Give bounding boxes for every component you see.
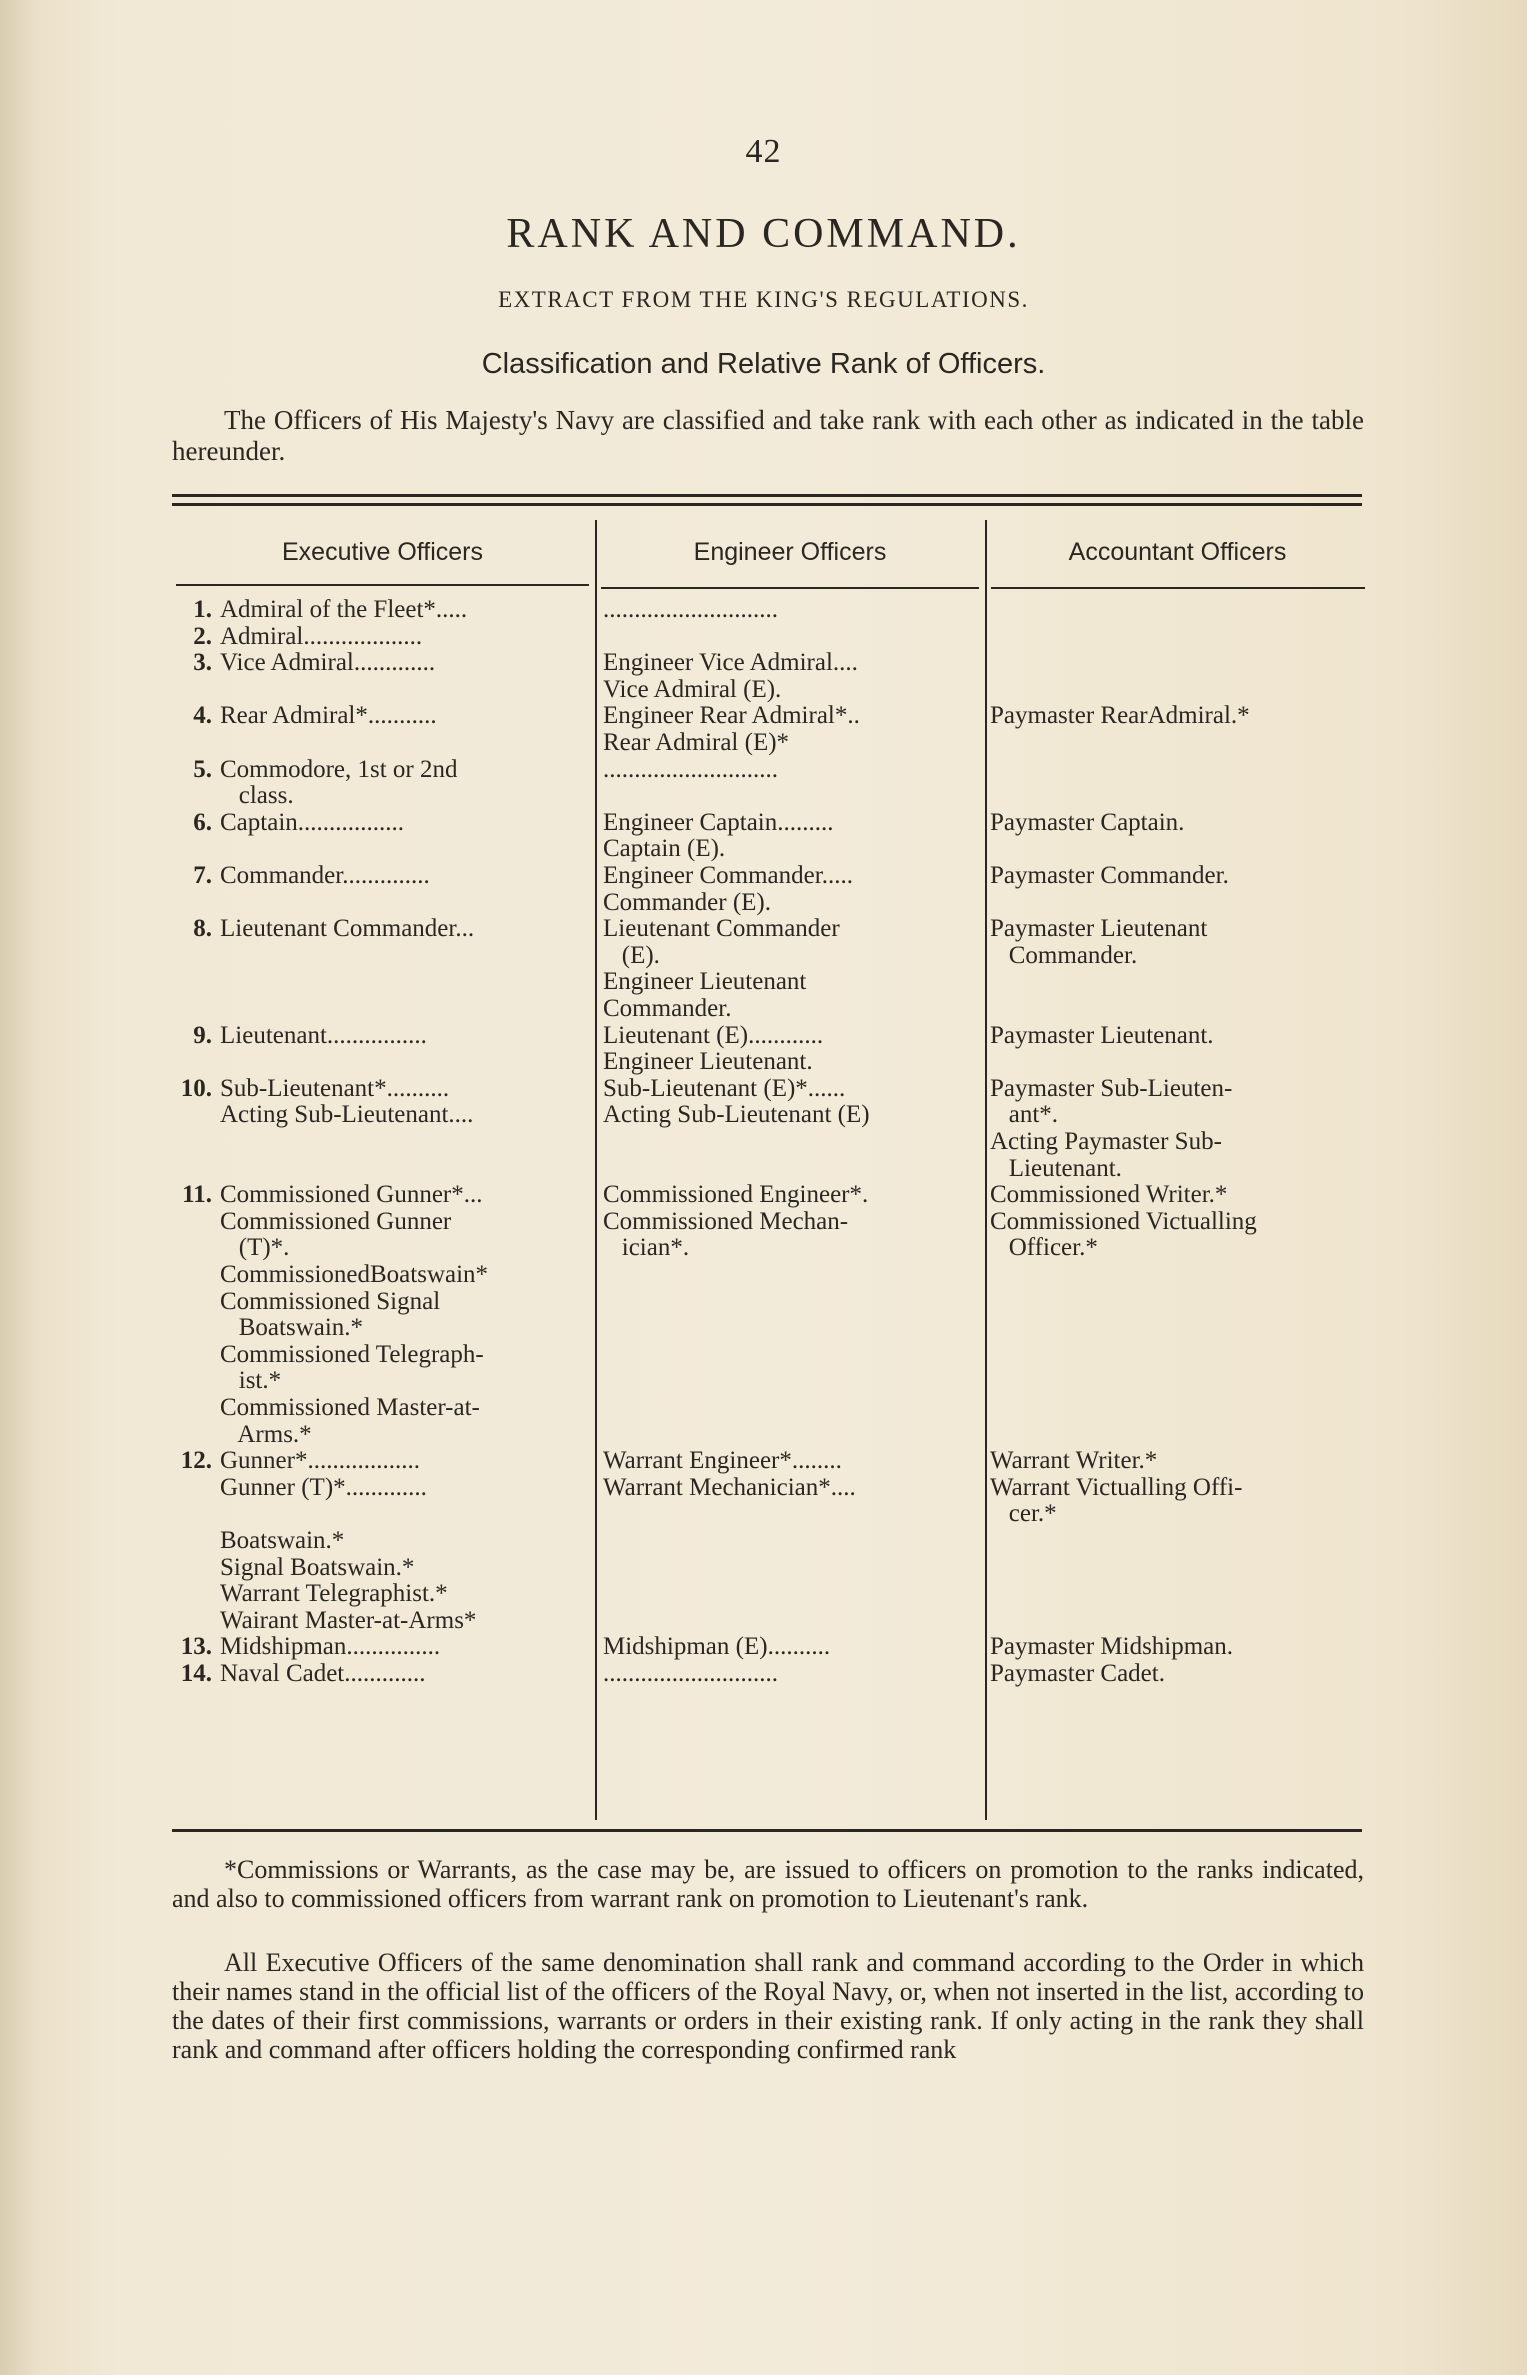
engineer-officer-cell: Lieutenant (E)............ — [603, 1022, 824, 1049]
executive-officer-cell: Captain................. — [220, 809, 405, 836]
column-header-accountant: Accountant Officers — [1068, 538, 1287, 566]
executive-officer-cell: ist.* — [220, 1367, 282, 1394]
executive-officer-cell: Gunner (T)*............. — [220, 1474, 427, 1501]
page-title: RANK AND COMMAND. — [506, 211, 1021, 257]
accountant-officer-cell: Paymaster Midshipman. — [990, 1633, 1234, 1660]
engineer-officer-cell: Captain (E). — [603, 835, 726, 862]
engineer-officer-cell: Commissioned Mechan- — [603, 1208, 849, 1235]
column-header-executive: Executive Officers — [281, 538, 483, 566]
engineer-officer-cell: Warrant Mechanician*.... — [603, 1474, 856, 1501]
executive-officer-cell: Acting Sub-Lieutenant.... — [220, 1101, 474, 1128]
header-rule-eng — [601, 587, 979, 589]
executive-officer-cell: Wairant Master-at-Arms* — [220, 1607, 477, 1634]
engineer-officer-cell: ............................ — [603, 756, 778, 783]
accountant-officer-cell: Officer.* — [990, 1234, 1098, 1261]
rank-number: 6. — [193, 809, 212, 836]
engineer-officer-cell: Engineer Captain......... — [603, 809, 834, 836]
executive-officer-cell: Commissioned Master-at- — [220, 1394, 480, 1421]
rank-number: 11. — [182, 1181, 212, 1208]
engineer-officer-cell: Engineer Lieutenant. — [603, 1048, 813, 1075]
rank-number: 1. — [193, 596, 212, 623]
accountant-officer-cell: ant*. — [990, 1101, 1059, 1128]
executive-officer-cell: class. — [220, 782, 294, 809]
rank-number: 7. — [193, 862, 212, 889]
executive-officer-cell: Commissioned Gunner*... — [220, 1181, 483, 1208]
accountant-officer-cell: Paymaster Cadet. — [990, 1660, 1165, 1687]
executive-officer-cell: CommissionedBoatswain* — [220, 1261, 489, 1288]
executive-officer-cell: Naval Cadet............. — [220, 1660, 426, 1687]
table-bottom-rule — [172, 1829, 1362, 1832]
accountant-officer-cell: Paymaster RearAdmiral.* — [990, 702, 1250, 729]
table-top-rule — [172, 494, 1362, 497]
column-divider-1 — [595, 520, 597, 1820]
executive-officer-cell: Vice Admiral............. — [220, 649, 436, 676]
executive-officer-cell: Admiral of the Fleet*..... — [220, 596, 468, 623]
executive-officer-cell: Commissioned Telegraph- — [220, 1341, 484, 1368]
executive-officer-cell: Lieutenant Commander... — [220, 915, 475, 942]
rank-number: 10. — [180, 1075, 212, 1102]
rank-number: 2. — [193, 623, 212, 650]
executive-officer-cell: Gunner*.................. — [220, 1447, 420, 1474]
accountant-officer-cell: Paymaster Lieutenant. — [990, 1022, 1214, 1049]
rank-number: 12. — [180, 1447, 212, 1474]
page-subtitle: EXTRACT FROM THE KING'S REGULATIONS. — [498, 287, 1029, 312]
accountant-officer-cell: Acting Paymaster Sub- — [990, 1128, 1222, 1155]
engineer-officer-cell: Engineer Rear Admiral*.. — [603, 702, 860, 729]
engineer-officer-cell: (E). — [603, 942, 660, 969]
rank-number: 9. — [193, 1022, 212, 1049]
engineer-officer-cell: Midshipman (E).......... — [603, 1633, 831, 1660]
accountant-officer-cell: Commander. — [990, 942, 1138, 969]
page-number: 42 — [745, 133, 782, 170]
executive-officer-cell: Midshipman............... — [220, 1633, 441, 1660]
engineer-officer-cell: Rear Admiral (E)* — [603, 729, 790, 756]
header-rule-acc — [991, 587, 1365, 589]
rank-number: 3. — [193, 649, 212, 676]
footnote-executive-rank: All Executive Officers of the same denomination shall rank and command according to the Order in which their names stand in the official list of the officers of the Royal Navy, or, when not inserted in the list, according to the dates of their first commissions, warrants or orders in their existing rank. If only acting in the rank they shall rank and command after officers holding the corresponding confirmed rank — [172, 1948, 1364, 2064]
executive-officer-cell: Warrant Telegraphist.* — [220, 1580, 448, 1607]
accountant-officer-cell: cer.* — [990, 1500, 1057, 1527]
accountant-officer-cell: Paymaster Commander. — [990, 862, 1229, 889]
accountant-officer-cell: Warrant Victualling Offi- — [990, 1474, 1243, 1501]
accountant-officer-cell: Lieutenant. — [990, 1155, 1122, 1182]
executive-officer-cell: (T)*. — [220, 1234, 290, 1261]
engineer-officer-cell: Warrant Engineer*........ — [603, 1447, 842, 1474]
engineer-officer-cell: Lieutenant Commander — [603, 915, 840, 942]
engineer-officer-cell: ............................ — [603, 1660, 778, 1687]
accountant-officer-cell: Commissioned Writer.* — [990, 1181, 1228, 1208]
column-divider-2 — [985, 520, 987, 1820]
executive-officer-cell: Boatswain.* — [220, 1527, 345, 1554]
executive-officer-cell: Commissioned Signal — [220, 1288, 441, 1315]
engineer-officer-cell: Commander (E). — [603, 889, 772, 916]
executive-officer-cell: Boatswain.* — [220, 1314, 364, 1341]
engineer-officer-cell: Commissioned Engineer*. — [603, 1181, 869, 1208]
accountant-officer-cell: Warrant Writer.* — [990, 1447, 1158, 1474]
executive-officer-cell: Signal Boatswain.* — [220, 1554, 415, 1581]
table-top-rule-2 — [172, 503, 1362, 506]
rank-number: 13. — [180, 1633, 212, 1660]
engineer-officer-cell: ............................ — [603, 596, 778, 623]
engineer-officer-cell: ician*. — [603, 1234, 690, 1261]
executive-officer-cell: Commissioned Gunner — [220, 1208, 452, 1235]
engineer-officer-cell: Vice Admiral (E). — [603, 676, 782, 703]
executive-officer-cell: Sub-Lieutenant*.......... — [220, 1075, 450, 1102]
executive-officer-cell: Commodore, 1st or 2nd — [220, 756, 458, 783]
rank-number: 4. — [193, 702, 212, 729]
footnote-commissions: *Commissions or Warrants, as the case may be, are issued to officers on promotion to the ranks indicated, and also to commissioned officers from warrant rank on promotion to Lieutenant's rank. — [172, 1855, 1364, 1913]
executive-officer-cell: Admiral................... — [220, 623, 423, 650]
executive-officer-cell: Rear Admiral*........... — [220, 702, 437, 729]
engineer-officer-cell: Acting Sub-Lieutenant (E) — [603, 1101, 870, 1128]
rank-number: 14. — [180, 1660, 212, 1687]
accountant-officer-cell: Commissioned Victualling — [990, 1208, 1257, 1235]
accountant-officer-cell: Paymaster Lieutenant — [990, 915, 1208, 942]
engineer-officer-cell: Engineer Lieutenant — [603, 968, 807, 995]
executive-officer-cell: Arms.* — [220, 1421, 312, 1448]
accountant-officer-cell: Paymaster Sub-Lieuten- — [990, 1075, 1233, 1102]
engineer-officer-cell: Sub-Lieutenant (E)*...... — [603, 1075, 846, 1102]
intro-paragraph: The Officers of His Majesty's Navy are classified and take rank with each other as indicated in the table hereunder. — [172, 405, 1364, 466]
executive-officer-cell: Commander.............. — [220, 862, 430, 889]
header-rule-exec — [176, 584, 589, 586]
column-header-engineer: Engineer Officers — [693, 538, 887, 566]
rank-number: 8. — [193, 915, 212, 942]
rank-number: 5. — [193, 756, 212, 783]
executive-officer-cell: Lieutenant................ — [220, 1022, 427, 1049]
section-heading: Classification and Relative Rank of Officers. — [481, 348, 1046, 380]
engineer-officer-cell: Engineer Vice Admiral.... — [603, 649, 858, 676]
accountant-officer-cell: Paymaster Captain. — [990, 809, 1185, 836]
engineer-officer-cell: Commander. — [603, 995, 732, 1022]
engineer-officer-cell: Engineer Commander..... — [603, 862, 853, 889]
